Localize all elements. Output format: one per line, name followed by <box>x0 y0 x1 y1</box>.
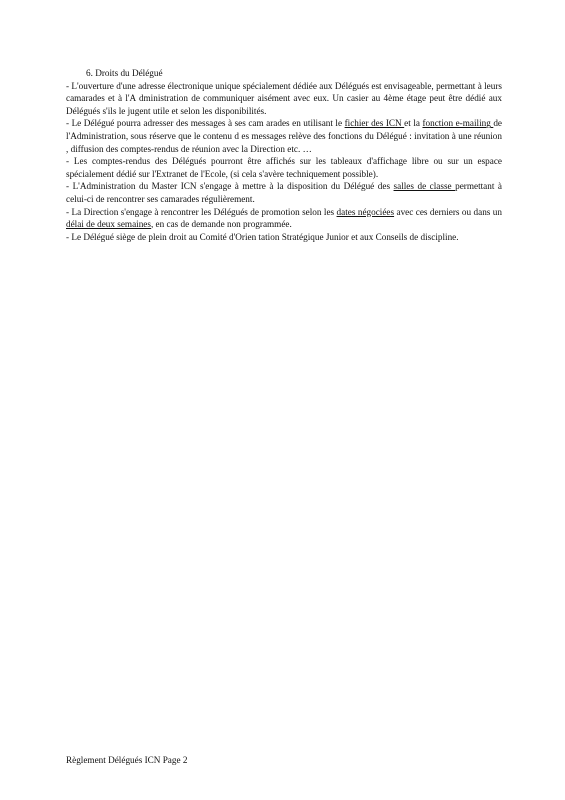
paragraph-text: et la <box>404 118 423 129</box>
underlined-text: fichier des ICN <box>344 118 405 129</box>
paragraph-2 <box>66 117 502 155</box>
paragraph-text: , en cas de demande non programmée. <box>150 219 292 230</box>
section-heading: 6. Droits du Délégué <box>86 68 163 78</box>
section-droits-du-delegue <box>66 67 502 243</box>
paragraph-4 <box>66 180 502 205</box>
paragraph-text: permettant à celui-ci de rencontrer ses camarades régulièrement. <box>66 181 502 204</box>
paragraph-1 <box>66 80 502 118</box>
paragraph-text: - La Direction s'engage à rencontrer les Délégués de promotion selon les <box>66 206 337 217</box>
underlined-text: fonction e-mailing <box>422 118 494 129</box>
paragraph-text: - L'ouverture d'une adresse électronique unique spécialement dédiée aux Délégués est envisageable, permettant à leurs camarades et à l'A dministration de communiquer aisément avec eux. Un casier au 4ème étage peut être dédié aux Délégués s'ils le jugent utile et selon les disponibilités. <box>66 80 502 116</box>
underlined-text: salles de classe <box>393 181 456 192</box>
underlined-text: délai de deux semaines <box>66 219 151 230</box>
paragraph-text: - Le Délégué siège de plein droit au Comité d'Orien tation Stratégique Junior et aux Conseils de discipline. <box>66 231 459 242</box>
paragraph-text: avec ces derniers ou dans un <box>394 206 502 217</box>
underlined-text: dates négociées <box>336 206 395 217</box>
paragraph-6 <box>66 231 502 244</box>
paragraph-text: - Les comptes-rendus des Délégués pourront être affichés sur les tableaux d'affichage libre ou sur un espace spécialement dédié sur l'Extranet de l'Ecole, (si cela s'avère techniquement possible). <box>66 156 502 179</box>
paragraph-list <box>66 80 502 244</box>
paragraph-text: - L'Administration du Master ICN s'engage à mettre à la disposition du Délégué des <box>66 181 394 192</box>
paragraph-text: de l'Administration, sous réserve que le contenu d es messages relève des fonctions du Délégué : invitation à une réunion , diffusion des comptes-rendus de réunion avec la Direction etc. … <box>66 118 502 154</box>
paragraph-text: - Le Délégué pourra adresser des messages à ses cam arades en utilisant le <box>66 118 345 129</box>
page-footer: Règlement Délégués ICN Page 2 <box>66 755 188 765</box>
paragraph-3 <box>66 155 502 180</box>
paragraph-5 <box>66 206 502 231</box>
